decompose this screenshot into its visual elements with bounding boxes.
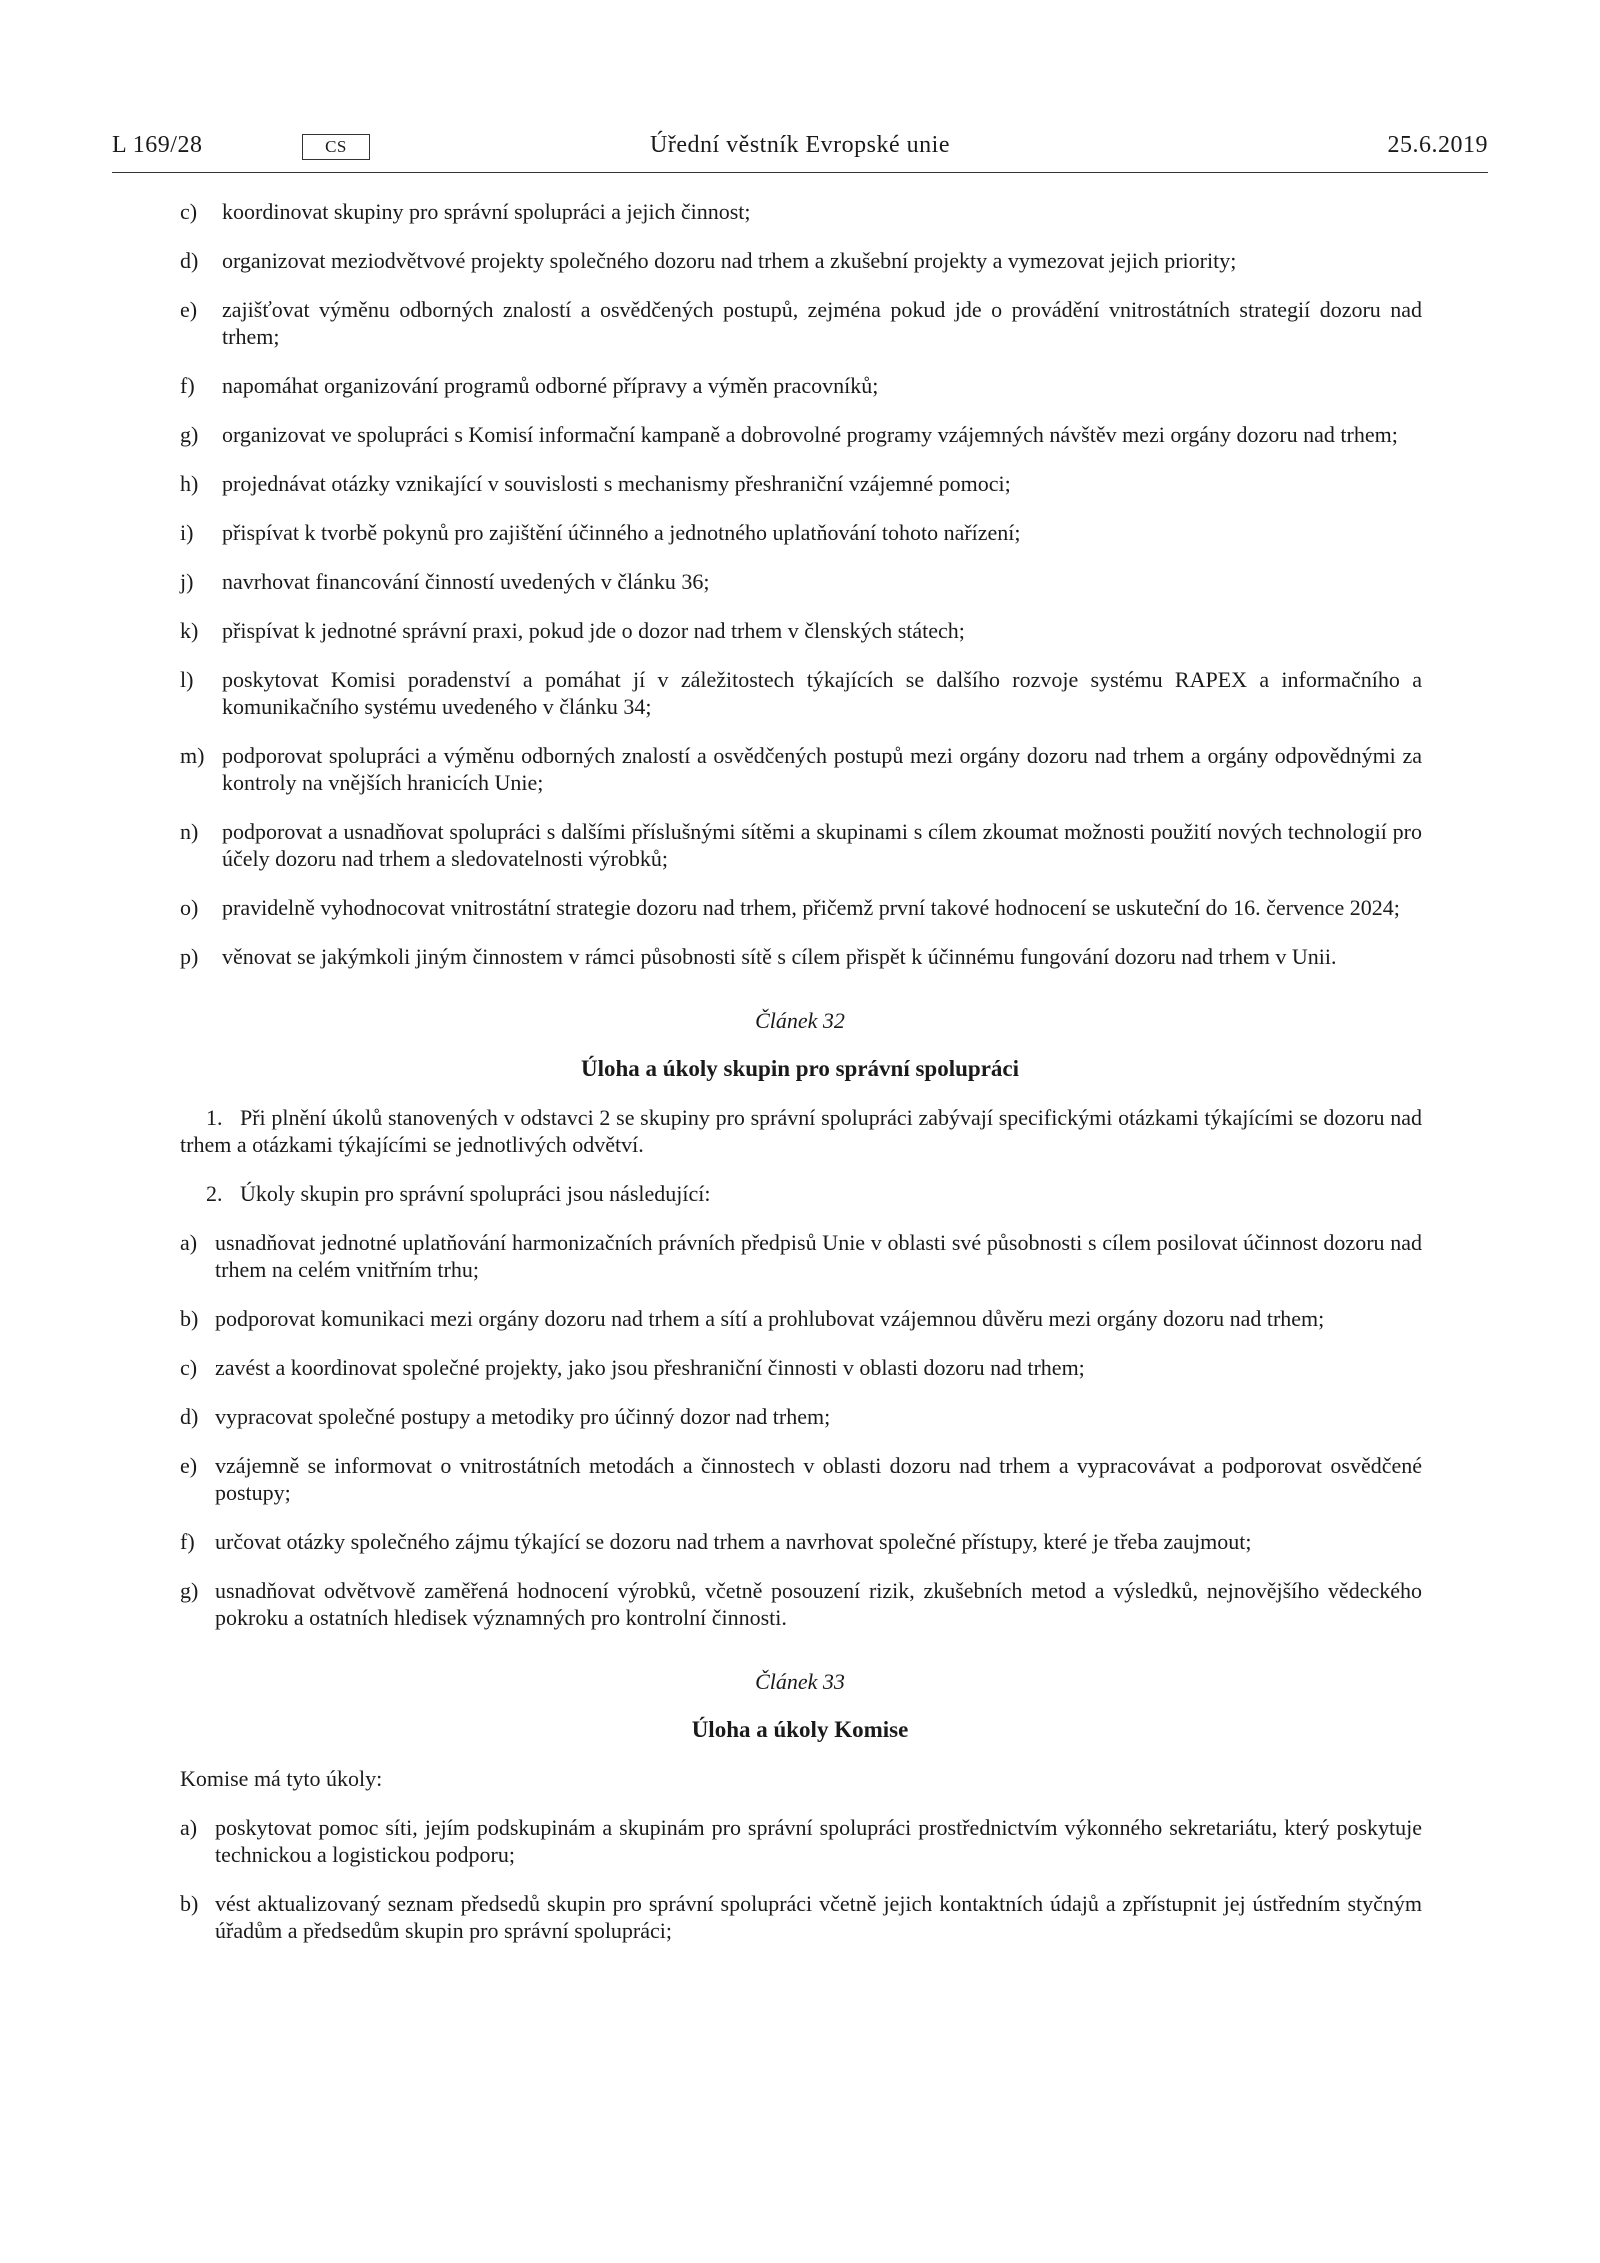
list-item [180,617,1422,644]
item-text: poskytovat pomoc síti, jejím podskupinám a skupinám pro správní spolupráci prostřednictvím výkonného sekretariátu, který poskytuje technickou a logistickou podporu; [215,1815,1422,1867]
item-label: o) [180,895,199,920]
item-label: g) [180,422,199,447]
article-32-paragraph-2 [180,1180,1422,1207]
list-item [180,1452,1422,1506]
article-32-title: Úloha a úkoly skupin pro správní spolupráci [580,1056,1019,1081]
list-item [180,421,1422,448]
item-text: vzájemně se informovat o vnitrostátních metodách a činnostech v oblasti dozoru nad trhem a vypracovávat a podporovat osvědčené postupy; [215,1453,1422,1505]
item-text: podporovat a usnadňovat spolupráci s dalšími příslušnými sítěmi a skupinami s cílem zkoumat možnosti použití nových technologií pro účely dozoru nad trhem a sledovatelnosti výrobků; [222,819,1422,871]
document-body [0,198,1600,1966]
item-label: f) [180,1529,195,1554]
page-header [112,128,1488,173]
item-label: h) [180,471,199,496]
item-text: pravidelně vyhodnocovat vnitrostátní strategie dozoru nad trhem, přičemž první takové hodnocení se uskuteční do 16. července 2024; [222,895,1400,920]
item-text: napomáhat organizování programů odborné přípravy a výměn pracovníků; [222,373,879,398]
item-label: k) [180,618,199,643]
item-label: d) [180,248,199,273]
item-label: e) [180,297,198,322]
language-code-box: CS [302,134,370,160]
list-item [180,1305,1422,1332]
item-label: b) [180,1306,199,1331]
list-item [180,818,1422,872]
item-label: l) [180,667,194,692]
list-item [180,519,1422,546]
item-text: zavést a koordinovat společné projekty, jako jsou přeshraniční činnosti v oblasti dozoru nad trhem; [215,1355,1085,1380]
item-text: přispívat k jednotné správní praxi, pokud jde o dozor nad trhem v členských státech; [222,618,965,643]
item-text: zajišťovat výměnu odborných znalostí a osvědčených postupů, zejména pokud jde o provádění vnitrostátních strategií dozoru nad trhem; [222,297,1422,349]
list-item [180,894,1422,921]
item-label: e) [180,1453,198,1478]
item-text: usnadňovat jednotné uplatňování harmonizačních právních předpisů Unie v oblasti své působnosti s cílem posilovat účinnost dozoru nad trhem na celém vnitřním trhu; [215,1230,1422,1282]
item-label: f) [180,373,195,398]
list-item [180,1528,1422,1555]
list-item [180,1229,1422,1283]
item-label: a) [180,1230,198,1255]
article-33-tasks-list [180,1814,1422,1944]
list-item [180,1577,1422,1631]
publication-date: 25.6.2019 [1387,132,1488,158]
journal-title: Úřední věstník Evropské unie [650,132,950,158]
list-item [180,247,1422,274]
paragraph-number: 1. [206,1105,223,1130]
network-tasks-list [180,198,1422,970]
list-item [180,1354,1422,1381]
item-text: určovat otázky společného zájmu týkající se dozoru nad trhem a navrhovat společné přístupy, které je třeba zaujmout; [215,1529,1252,1554]
paragraph-text: Úkoly skupin pro správní spolupráci jsou následující: [240,1181,711,1206]
list-item [180,470,1422,497]
item-label: b) [180,1891,199,1916]
item-text: věnovat se jakýmkoli jiným činnostem v rámci působnosti sítě s cílem přispět k účinnému fungování dozoru nad trhem v Unii. [222,944,1337,969]
paragraph-text: Při plnění úkolů stanovených v odstavci 2 se skupiny pro správní spolupráci zabývají specifickými otázkami týkajícími se dozoru nad trhem a otázkami týkajícími se jednotlivých odvětví. [180,1105,1422,1157]
page-reference: L 169/28 [112,132,203,158]
article-32-number: Článek 32 [755,1008,845,1033]
item-text: projednávat otázky vznikající v souvislosti s mechanismy přeshraniční vzájemné pomoci; [222,471,1011,496]
item-label: a) [180,1815,198,1840]
item-text: přispívat k tvorbě pokynů pro zajištění účinného a jednotného uplatňování tohoto nařízení; [222,520,1021,545]
list-item [180,1890,1422,1944]
item-label: d) [180,1404,199,1429]
article-32-tasks-list [180,1229,1422,1631]
item-text: vypracovat společné postupy a metodiky pro účinný dozor nad trhem; [215,1404,831,1429]
list-item [180,372,1422,399]
item-label: g) [180,1578,199,1603]
list-item [180,1403,1422,1430]
list-item [180,198,1422,225]
item-label: c) [180,1355,198,1380]
list-item [180,943,1422,970]
item-text: koordinovat skupiny pro správní spolupráci a jejich činnost; [222,199,751,224]
item-text: usnadňovat odvětvově zaměřená hodnocení výrobků, včetně posouzení rizik, zkušebních metod a výsledků, nejnovějšího vědeckého pokroku a ostatních hledisek významných pro kontrolní činnosti. [215,1578,1422,1630]
item-text: organizovat ve spolupráci s Komisí informační kampaně a dobrovolné programy vzájemných návštěv mezi orgány dozoru nad trhem; [222,422,1398,447]
item-label: i) [180,520,194,545]
article-33-title: Úloha a úkoly Komise [691,1717,909,1742]
item-text: organizovat meziodvětvové projekty společného dozoru nad trhem a zkušební projekty a vymezovat jejich priority; [222,248,1237,273]
list-item [180,568,1422,595]
item-text: vést aktualizovaný seznam předsedů skupin pro správní spolupráci včetně jejich kontaktních údajů a zpřístupnit jej ústředním styčným úřadům a předsedům skupin pro správní spolupráci; [215,1891,1422,1943]
item-text: poskytovat Komisi poradenství a pomáhat jí v záležitostech týkajících se dalšího rozvoje systému RAPEX a informačního a komunikačního systému uvedeného v článku 34; [222,667,1422,719]
article-33-number: Článek 33 [755,1669,845,1694]
list-item [180,666,1422,720]
article-33-intro: Komise má tyto úkoly: [180,1766,383,1791]
item-text: navrhovat financování činností uvedených v článku 36; [222,569,710,594]
list-item [180,742,1422,796]
item-label: p) [180,944,199,969]
item-text: podporovat spolupráci a výměnu odborných znalostí a osvědčených postupů mezi orgány dozoru nad trhem a orgány odpovědnými za kontroly na vnějších hranicích Unie; [222,743,1422,795]
item-label: n) [180,819,199,844]
item-label: c) [180,199,198,224]
list-item [180,296,1422,350]
item-text: podporovat komunikaci mezi orgány dozoru nad trhem a sítí a prohlubovat vzájemnou důvěru mezi orgány dozoru nad trhem; [215,1306,1325,1331]
item-label: j) [180,569,194,594]
item-label: m) [180,743,205,768]
paragraph-number: 2. [206,1181,223,1206]
article-32-paragraph-1 [180,1104,1422,1158]
list-item [180,1814,1422,1868]
